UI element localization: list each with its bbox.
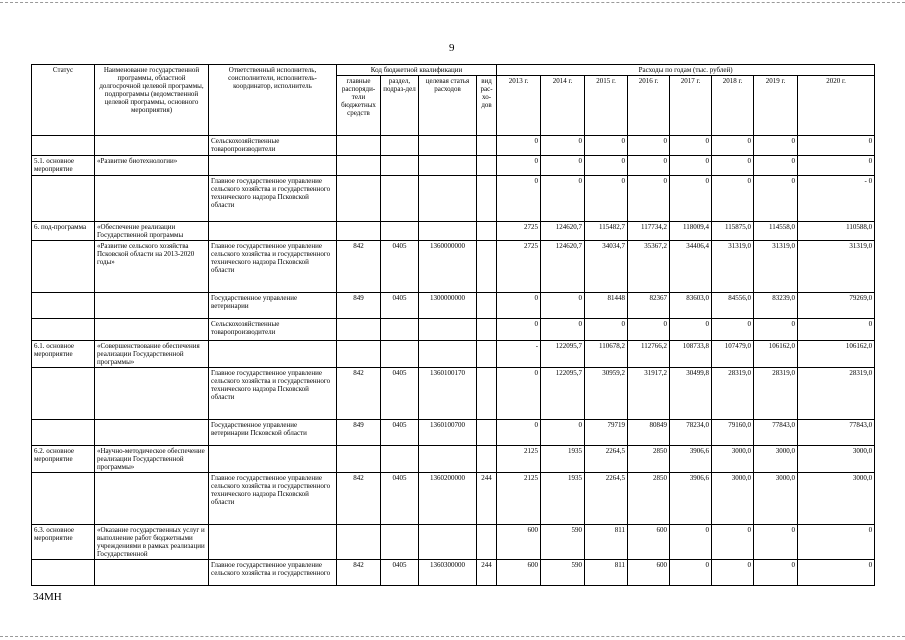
table-row: [32, 560, 875, 586]
row-grbs: 842: [337, 241, 381, 293]
row-value-2020: 0: [798, 525, 875, 560]
row-executor: [209, 156, 337, 176]
row-value-2020: 28319,0: [798, 368, 875, 420]
row-rzpr: 0405: [381, 473, 419, 525]
row-name: [95, 136, 209, 156]
row-csr: [419, 446, 477, 473]
row-value-2019: 0: [754, 156, 798, 176]
row-value-2017: 0: [670, 176, 712, 222]
row-vr: [477, 525, 497, 560]
row-name: [95, 176, 209, 222]
row-value-2018: 31319,0: [712, 241, 754, 293]
row-value-2018: 84556,0: [712, 293, 754, 319]
row-value-2016: 600: [628, 525, 670, 560]
header-csr: целевая статья расходов: [419, 76, 477, 136]
row-rzpr: 0405: [381, 293, 419, 319]
row-value-2014: 122095,7: [541, 341, 585, 368]
header-name: Наименование государственной программы, областной долгосрочной целевой программы, подпрограммы (ведомственной целевой программы, основного мероприятия): [95, 65, 209, 136]
row-value-2019: 114558,0: [754, 222, 798, 241]
row-value-2017: 0: [670, 136, 712, 156]
row-value-2013: 0: [497, 319, 541, 341]
row-vr: 244: [477, 473, 497, 525]
row-value-2015: 811: [585, 560, 628, 586]
row-value-2019: 0: [754, 319, 798, 341]
row-executor: Государственное управление ветеринарии Псковской области: [209, 420, 337, 446]
row-value-2017: 30499,8: [670, 368, 712, 420]
row-status: [32, 241, 95, 293]
row-vr: [477, 156, 497, 176]
row-value-2016: 80849: [628, 420, 670, 446]
header-status: Статус: [32, 65, 95, 136]
row-rzpr: 0405: [381, 241, 419, 293]
row-rzpr: 0405: [381, 560, 419, 586]
table-row: [32, 156, 875, 176]
row-value-2013: 0: [497, 368, 541, 420]
row-value-2019: 0: [754, 560, 798, 586]
row-grbs: 849: [337, 420, 381, 446]
row-value-2018: 0: [712, 319, 754, 341]
row-rzpr: 0405: [381, 368, 419, 420]
row-csr: [419, 176, 477, 222]
row-grbs: 842: [337, 368, 381, 420]
row-grbs: [337, 341, 381, 368]
row-value-2013: 0: [497, 293, 541, 319]
row-rzpr: [381, 136, 419, 156]
row-rzpr: [381, 222, 419, 241]
bottom-scan-edge: [0, 636, 905, 637]
row-value-2017: 78234,0: [670, 420, 712, 446]
row-grbs: [337, 319, 381, 341]
footer-code: 34МН: [33, 591, 62, 603]
row-value-2019: 0: [754, 176, 798, 222]
row-value-2015: 2264,5: [585, 446, 628, 473]
row-executor: Главное государственное управление сельского хозяйства и государственного технического надзора Псковской области: [209, 368, 337, 420]
row-name: «Развитие сельского хозяйства Псковской области на 2013-2020 годы»: [95, 241, 209, 293]
row-value-2014: 0: [541, 136, 585, 156]
row-value-2016: 0: [628, 156, 670, 176]
row-value-2014: 0: [541, 176, 585, 222]
row-executor: Государственное управление ветеринарии: [209, 293, 337, 319]
row-value-2018: 28319,0: [712, 368, 754, 420]
row-value-2018: 79160,0: [712, 420, 754, 446]
row-name: [95, 319, 209, 341]
row-status: 6. под-программа: [32, 222, 95, 241]
row-csr: [419, 319, 477, 341]
row-value-2018: 0: [712, 525, 754, 560]
row-value-2019: 106162,0: [754, 341, 798, 368]
row-value-2019: 3000,0: [754, 473, 798, 525]
row-name: «Оказание государственных услуг и выполнение работ бюджетными учреждениями в рамках реализации Государственной: [95, 525, 209, 560]
row-status: [32, 560, 95, 586]
row-value-2013: 600: [497, 525, 541, 560]
row-status: [32, 319, 95, 341]
row-grbs: [337, 176, 381, 222]
row-grbs: [337, 525, 381, 560]
row-value-2020: 0: [798, 560, 875, 586]
row-value-2014: 1935: [541, 446, 585, 473]
row-value-2016: 0: [628, 319, 670, 341]
row-csr: [419, 525, 477, 560]
row-executor: Сельскохозяйственные товаропроизводители: [209, 136, 337, 156]
row-value-2015: 0: [585, 319, 628, 341]
header-code-group: Код бюджетной квалификации: [337, 65, 497, 76]
row-value-2020: 106162,0: [798, 341, 875, 368]
header-year: 2013 г.: [497, 76, 541, 136]
row-value-2015: 0: [585, 156, 628, 176]
row-value-2015: 34034,7: [585, 241, 628, 293]
table-row: [32, 222, 875, 241]
row-rzpr: [381, 341, 419, 368]
row-name: [95, 473, 209, 525]
table-row: [32, 319, 875, 341]
row-value-2015: 79719: [585, 420, 628, 446]
row-executor: Главное государственное управление сельского хозяйства и государственного технического надзора Псковской области: [209, 241, 337, 293]
row-value-2013: 2725: [497, 241, 541, 293]
table-row: [32, 241, 875, 293]
row-value-2015: 110678,2: [585, 341, 628, 368]
row-name: «Совершенствование обеспечения реализации Государственной программы»: [95, 341, 209, 368]
row-value-2016: 600: [628, 560, 670, 586]
row-name: [95, 368, 209, 420]
row-value-2013: 0: [497, 176, 541, 222]
row-value-2020: 110588,0: [798, 222, 875, 241]
row-value-2018: 0: [712, 156, 754, 176]
row-status: [32, 136, 95, 156]
row-vr: 244: [477, 560, 497, 586]
row-value-2013: 2125: [497, 473, 541, 525]
header-expenses-group: Расходы по годам (тыс. рублей): [497, 65, 875, 76]
row-value-2016: 2850: [628, 446, 670, 473]
row-value-2020: 0: [798, 156, 875, 176]
row-value-2018: 107479,0: [712, 341, 754, 368]
row-value-2020: 0: [798, 319, 875, 341]
row-value-2020: 0: [798, 136, 875, 156]
header-year: 2020 г.: [798, 76, 875, 136]
row-csr: [419, 341, 477, 368]
row-executor: [209, 446, 337, 473]
row-value-2017: 0: [670, 319, 712, 341]
row-value-2014: 590: [541, 560, 585, 586]
table-row: [32, 525, 875, 560]
table-row: [32, 341, 875, 368]
budget-table: [31, 64, 875, 586]
row-vr: [477, 241, 497, 293]
row-value-2017: 0: [670, 560, 712, 586]
table-row: [32, 136, 875, 156]
row-value-2020: 79269,0: [798, 293, 875, 319]
row-csr: 1360100170: [419, 368, 477, 420]
row-value-2020: 3000,0: [798, 446, 875, 473]
row-csr: [419, 156, 477, 176]
row-grbs: [337, 446, 381, 473]
row-value-2013: 0: [497, 136, 541, 156]
row-value-2015: 0: [585, 176, 628, 222]
header-vr: вид рас-хо-дов: [477, 76, 497, 136]
row-value-2014: 124620,7: [541, 222, 585, 241]
row-status: 5.1. основное мероприятие: [32, 156, 95, 176]
row-value-2013: 2125: [497, 446, 541, 473]
row-csr: 1360300000: [419, 560, 477, 586]
row-grbs: [337, 156, 381, 176]
row-rzpr: [381, 525, 419, 560]
header-rzpr: раздел, подраз-дел: [381, 76, 419, 136]
row-executor: Главное государственное управление сельского хозяйства и государственного технического надзора Псковской области: [209, 176, 337, 222]
row-csr: 1360100700: [419, 420, 477, 446]
row-value-2017: 83603,0: [670, 293, 712, 319]
top-scan-edge: [0, 2, 905, 3]
row-status: 6.1. основное мероприятие: [32, 341, 95, 368]
row-value-2014: 0: [541, 319, 585, 341]
row-csr: [419, 222, 477, 241]
header-year: 2018 г.: [712, 76, 754, 136]
row-vr: [477, 446, 497, 473]
table-row: [32, 420, 875, 446]
row-name: «Обеспечение реализации Государственной программы: [95, 222, 209, 241]
row-vr: [477, 176, 497, 222]
header-executor: Ответственный исполнитель, соисполнители, исполнитель-координатор, исполнитель: [209, 65, 337, 136]
row-executor: [209, 525, 337, 560]
row-value-2014: 0: [541, 293, 585, 319]
row-value-2015: 2264,5: [585, 473, 628, 525]
header-year: 2015 г.: [585, 76, 628, 136]
row-value-2018: 3000,0: [712, 446, 754, 473]
table-row: [32, 293, 875, 319]
row-value-2018: 3000,0: [712, 473, 754, 525]
row-grbs: 842: [337, 560, 381, 586]
row-value-2017: 0: [670, 156, 712, 176]
row-vr: [477, 293, 497, 319]
row-executor: Главное государственное управление сельского хозяйства и государственного технического надзора Псковской области: [209, 473, 337, 525]
row-value-2015: 115482,7: [585, 222, 628, 241]
row-status: [32, 473, 95, 525]
row-value-2016: 117734,2: [628, 222, 670, 241]
row-name: [95, 420, 209, 446]
row-value-2014: 0: [541, 156, 585, 176]
row-rzpr: [381, 319, 419, 341]
page-number: 9: [449, 42, 455, 54]
row-value-2017: 34406,4: [670, 241, 712, 293]
table-row: [32, 176, 875, 222]
row-rzpr: [381, 176, 419, 222]
row-value-2015: 0: [585, 136, 628, 156]
header-year: 2019 г.: [754, 76, 798, 136]
row-value-2014: 0: [541, 420, 585, 446]
header-year: 2014 г.: [541, 76, 585, 136]
row-value-2017: 0: [670, 525, 712, 560]
row-value-2018: 0: [712, 560, 754, 586]
row-value-2013: 2725: [497, 222, 541, 241]
table-row: [32, 473, 875, 525]
row-value-2016: 35367,2: [628, 241, 670, 293]
row-value-2016: 2850: [628, 473, 670, 525]
row-grbs: [337, 136, 381, 156]
row-value-2019: 0: [754, 136, 798, 156]
row-vr: [477, 136, 497, 156]
row-executor: [209, 222, 337, 241]
row-value-2015: 81448: [585, 293, 628, 319]
row-value-2013: 0: [497, 420, 541, 446]
row-vr: [477, 368, 497, 420]
row-value-2017: 108733,8: [670, 341, 712, 368]
row-value-2019: 3000,0: [754, 446, 798, 473]
row-name: «Научно-методическое обеспечение реализации Государственной программы»: [95, 446, 209, 473]
row-value-2020: 3000,0: [798, 473, 875, 525]
row-value-2014: 590: [541, 525, 585, 560]
row-csr: 1360200000: [419, 473, 477, 525]
row-value-2020: 31319,0: [798, 241, 875, 293]
row-value-2019: 28319,0: [754, 368, 798, 420]
row-value-2016: 0: [628, 176, 670, 222]
row-value-2016: 31917,2: [628, 368, 670, 420]
row-value-2013: -: [497, 341, 541, 368]
header-grbs: главные распоряди-тели бюджетных средств: [337, 76, 381, 136]
row-value-2020: - 0: [798, 176, 875, 222]
row-value-2019: 31319,0: [754, 241, 798, 293]
row-value-2017: 3906,6: [670, 473, 712, 525]
row-value-2016: 82367: [628, 293, 670, 319]
row-name: «Развитие биотехнологии»: [95, 156, 209, 176]
row-csr: 1300000000: [419, 293, 477, 319]
row-grbs: 842: [337, 473, 381, 525]
row-value-2015: 811: [585, 525, 628, 560]
row-value-2014: 124620,7: [541, 241, 585, 293]
row-vr: [477, 341, 497, 368]
row-value-2014: 122095,7: [541, 368, 585, 420]
row-status: 6.3. основное мероприятие: [32, 525, 95, 560]
header-year: 2017 г.: [670, 76, 712, 136]
row-executor: Сельскохозяйственные товаропроизводители: [209, 319, 337, 341]
table-row: [32, 446, 875, 473]
row-status: [32, 293, 95, 319]
row-rzpr: [381, 446, 419, 473]
row-status: 6.2. основное мероприятие: [32, 446, 95, 473]
row-value-2016: 0: [628, 136, 670, 156]
row-executor: Главное государственное управление сельского хозяйства и государственного: [209, 560, 337, 586]
row-status: [32, 420, 95, 446]
row-value-2018: 0: [712, 136, 754, 156]
row-name: [95, 560, 209, 586]
row-status: [32, 368, 95, 420]
row-csr: [419, 136, 477, 156]
row-vr: [477, 420, 497, 446]
row-executor: [209, 341, 337, 368]
row-name: [95, 293, 209, 319]
row-value-2013: 0: [497, 156, 541, 176]
row-status: [32, 176, 95, 222]
table-row: [32, 368, 875, 420]
row-value-2015: 30959,2: [585, 368, 628, 420]
row-value-2016: 112766,2: [628, 341, 670, 368]
row-rzpr: [381, 156, 419, 176]
row-value-2013: 600: [497, 560, 541, 586]
row-value-2017: 3906,6: [670, 446, 712, 473]
row-value-2017: 118009,4: [670, 222, 712, 241]
row-value-2019: 83239,0: [754, 293, 798, 319]
row-value-2020: 77843,0: [798, 420, 875, 446]
row-csr: 1360000000: [419, 241, 477, 293]
row-value-2019: 0: [754, 525, 798, 560]
row-value-2018: 0: [712, 176, 754, 222]
row-grbs: 849: [337, 293, 381, 319]
row-grbs: [337, 222, 381, 241]
row-vr: [477, 319, 497, 341]
row-value-2014: 1935: [541, 473, 585, 525]
row-rzpr: 0405: [381, 420, 419, 446]
row-vr: [477, 222, 497, 241]
header-year: 2016 г.: [628, 76, 670, 136]
row-value-2018: 115875,0: [712, 222, 754, 241]
row-value-2019: 77843,0: [754, 420, 798, 446]
